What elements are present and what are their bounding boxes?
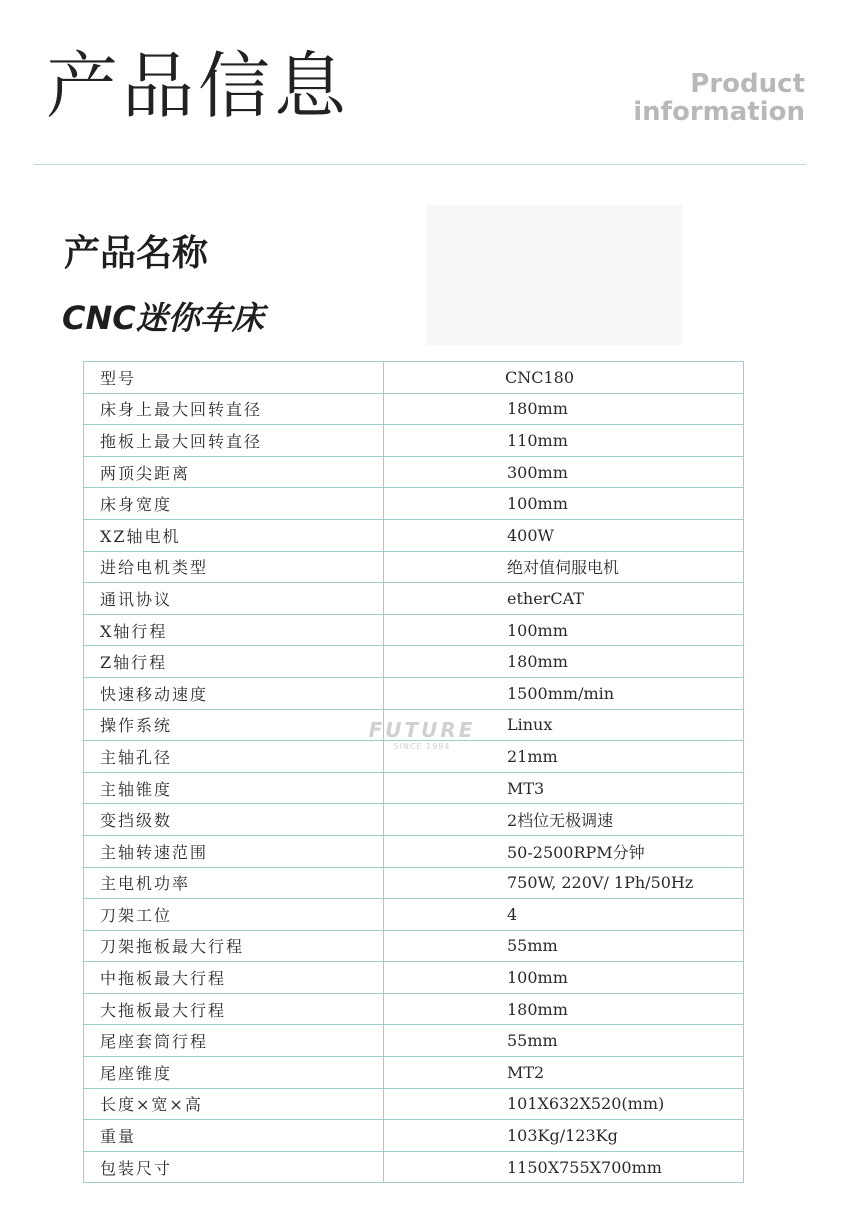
spec-value: 21mm — [384, 741, 744, 773]
table-row — [84, 930, 744, 962]
spec-value: 180mm — [384, 393, 744, 425]
table-row — [84, 835, 744, 867]
spec-label: 尾座锥度 — [84, 1057, 384, 1089]
table-row — [84, 583, 744, 615]
page-title: 产品信息 — [46, 44, 351, 128]
spec-label: 包装尺寸 — [84, 1151, 384, 1183]
header-divider — [34, 164, 806, 165]
table-row — [84, 993, 744, 1025]
spec-label: 主电机功率 — [84, 867, 384, 899]
product-name-label: 产品名称 — [64, 233, 209, 274]
page-subtitle-line2: information — [633, 97, 805, 127]
spec-value: 750W, 220V/ 1Ph/50Hz — [384, 867, 744, 899]
spec-label: 尾座套筒行程 — [84, 1025, 384, 1057]
spec-value: 50-2500RPM分钟 — [384, 835, 744, 867]
spec-label: 重量 — [84, 1120, 384, 1152]
table-row — [84, 1057, 744, 1089]
spec-value: 1150X755X700mm — [384, 1151, 744, 1183]
page-subtitle-line1: Product — [690, 69, 805, 99]
spec-label: 床身宽度 — [84, 488, 384, 520]
spec-value: MT3 — [384, 772, 744, 804]
spec-value: etherCAT — [384, 583, 744, 615]
spec-value: 180mm — [384, 993, 744, 1025]
spec-value: 2档位无极调速 — [384, 804, 744, 836]
table-row — [84, 456, 744, 488]
spec-value: 4 — [384, 899, 744, 931]
spec-label: 大拖板最大行程 — [84, 993, 384, 1025]
spec-value: 400W — [384, 519, 744, 551]
spec-value: Linux — [384, 709, 744, 741]
watermark-since: SINCE 1994 — [393, 742, 451, 751]
spec-label: 操作系统 — [84, 709, 384, 741]
table-row — [84, 962, 744, 994]
spec-value: CNC180 — [384, 362, 744, 394]
spec-label: 长度×宽×高 — [84, 1088, 384, 1120]
table-row — [84, 362, 744, 394]
table-row — [84, 741, 744, 773]
spec-value: 绝对值伺服电机 — [384, 551, 744, 583]
spec-label: 主轴锥度 — [84, 772, 384, 804]
table-row — [84, 867, 744, 899]
spec-label: 通讯协议 — [84, 583, 384, 615]
table-row — [84, 677, 744, 709]
table-row — [84, 393, 744, 425]
spec-value: 103Kg/123Kg — [384, 1120, 744, 1152]
spec-value: 300mm — [384, 456, 744, 488]
table-row — [84, 614, 744, 646]
table-row — [84, 1088, 744, 1120]
table-row — [84, 1025, 744, 1057]
spec-label: 主轴转速范围 — [84, 835, 384, 867]
product-name-value: CNC迷你车床 — [62, 299, 264, 337]
spec-value: 55mm — [384, 930, 744, 962]
spec-value: 100mm — [384, 488, 744, 520]
table-row — [84, 1120, 744, 1152]
spec-label: 床身上最大回转直径 — [84, 393, 384, 425]
spec-value: 110mm — [384, 425, 744, 457]
watermark-logo: FUTURE — [368, 718, 476, 742]
table-row — [84, 899, 744, 931]
table-row — [84, 772, 744, 804]
table-row — [84, 646, 744, 678]
page-subtitle — [633, 70, 805, 126]
spec-label: X轴行程 — [84, 614, 384, 646]
spec-value: 101X632X520(mm) — [384, 1088, 744, 1120]
table-row — [84, 488, 744, 520]
spec-label: 变挡级数 — [84, 804, 384, 836]
spec-value: MT2 — [384, 1057, 744, 1089]
spec-label: Z轴行程 — [84, 646, 384, 678]
table-row — [84, 519, 744, 551]
product-photo — [426, 205, 682, 345]
table-row — [84, 709, 744, 741]
spec-label: 刀架工位 — [84, 899, 384, 931]
spec-label: 进给电机类型 — [84, 551, 384, 583]
spec-label: 刀架拖板最大行程 — [84, 930, 384, 962]
spec-label: 中拖板最大行程 — [84, 962, 384, 994]
spec-value: 55mm — [384, 1025, 744, 1057]
spec-label: 两顶尖距离 — [84, 456, 384, 488]
spec-value: 1500mm/min — [384, 677, 744, 709]
spec-label: 快速移动速度 — [84, 677, 384, 709]
table-row — [84, 804, 744, 836]
spec-label: 主轴孔径 — [84, 741, 384, 773]
table-row — [84, 425, 744, 457]
spec-label: 型号 — [84, 362, 384, 394]
spec-value: 100mm — [384, 614, 744, 646]
spec-label: 拖板上最大回转直径 — [84, 425, 384, 457]
table-row — [84, 1151, 744, 1183]
spec-value: 180mm — [384, 646, 744, 678]
table-row — [84, 551, 744, 583]
spec-label: XZ轴电机 — [84, 519, 384, 551]
spec-table — [83, 361, 744, 1183]
spec-value: 100mm — [384, 962, 744, 994]
